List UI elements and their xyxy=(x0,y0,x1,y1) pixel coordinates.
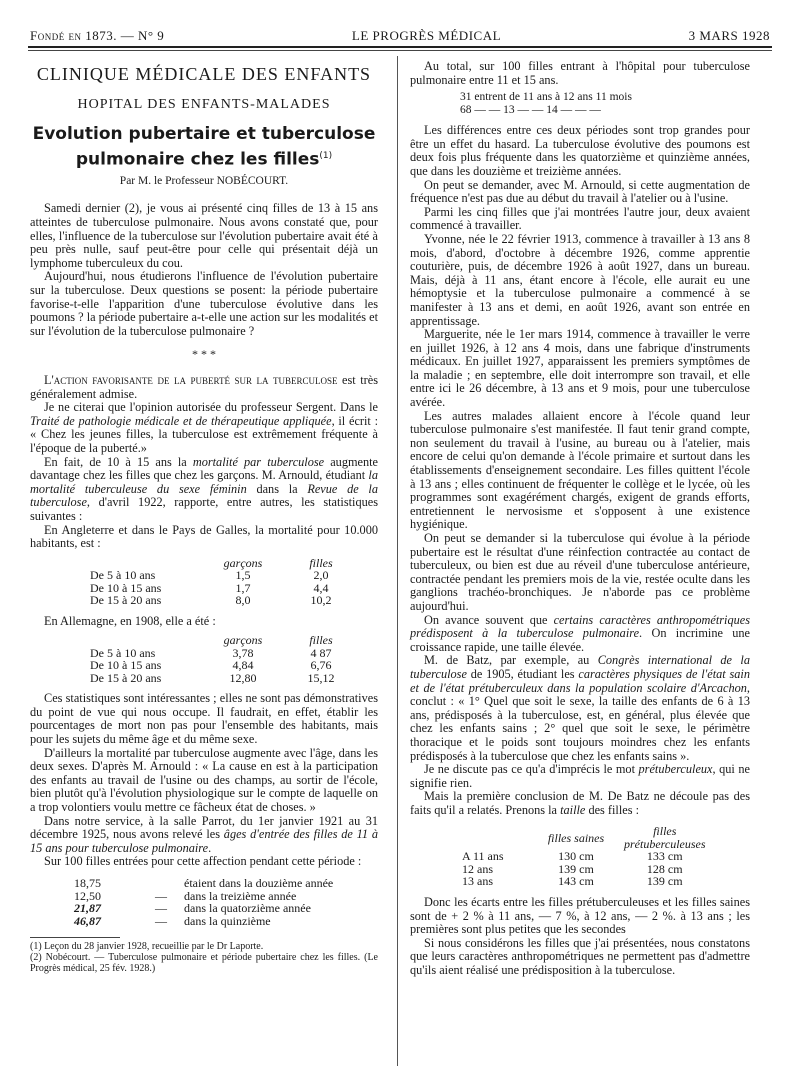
col-header-girls: filles xyxy=(309,555,333,570)
italic-run: prétuberculeux xyxy=(638,762,713,777)
paragraph: D'ailleurs la mortalité par tuberculose augmente avec l'âge, dans les deux sexes. D'après M. Arnould : « La cause en est à la participation des enfants au travail de l'usine ou des champs, au sortir de l'école, bien plutôt qu'à l'évolution physiologique sur le compte de laquelle on a trop volontiers voulu mettre ce fâcheux état de choses. » xyxy=(30,745,378,815)
rate-label: dans la treizième année xyxy=(184,888,297,903)
paragraph: Donc les écarts entre les filles prétuberculeuses et les filles saines sont de + 2 % à 11 ans, — 7 %, à 12 ans, — 2 %. à 13 ans ; les premières sont plus petites que les secondes xyxy=(410,894,750,937)
paragraph: Ces statistiques sont intéressantes ; elles ne sont pas démonstratives du point de vue qui nous occupe. Il faudrait, en effet, établir les pourcentages de mort non pas pour l'ensemble des habitants, mais pour les sujets du même âge et du même sexe. xyxy=(30,691,378,747)
journal-name: LE PROGRÈS MÉDICAL xyxy=(351,28,502,43)
lead-in: L'action favorisante de la puberté sur la tuberculose xyxy=(44,372,338,387)
admission-line: 68 — — 13 — — 14 — — — xyxy=(460,103,601,116)
paragraph xyxy=(410,790,750,817)
paragraph xyxy=(30,374,378,401)
height-table xyxy=(458,825,710,888)
text-run: Je ne citerai que l'opinion autorisée du professeur Sergent. Dans le xyxy=(44,400,378,415)
rate-label: dans la quinzième xyxy=(184,913,271,928)
table-row xyxy=(86,594,360,607)
paragraph xyxy=(410,614,750,655)
admission-line: 31 entrent de 11 ans à 12 ans 11 mois xyxy=(460,91,632,104)
table-corner xyxy=(86,634,204,647)
table-corner xyxy=(458,825,532,850)
cell-boys: 12,80 xyxy=(229,670,257,685)
rate-value: 21,87 xyxy=(74,901,101,915)
rate-dash: — xyxy=(155,901,167,915)
hospital-name: HOPITAL DES ENFANTS-MALADES xyxy=(77,96,331,112)
cell-boys: 1,5 xyxy=(235,568,251,583)
row-label: De 10 à 15 ans xyxy=(90,658,162,673)
cell-pretubercular: 128 cm xyxy=(646,861,683,876)
paragraph xyxy=(410,654,750,763)
rate-value: 46,87 xyxy=(74,913,101,928)
byline: Par M. le Professeur NOBÉCOURT. xyxy=(119,174,289,187)
row-label: De 15 à 20 ans xyxy=(90,593,162,608)
mortality-table-germany xyxy=(86,634,360,684)
italic-run: la mortalité tuberculeuse du sexe féminin xyxy=(30,468,378,496)
text-run: des filles : xyxy=(585,802,639,817)
paragraph: Sur 100 filles entrées pour cette affection pendant cette période : xyxy=(44,854,362,869)
section-title: CLINIQUE MÉDICALE DES ENFANTS xyxy=(36,64,372,84)
italic-run: âges d'entrée des filles de 11 à 15 ans pour tuberculose pulmonaire xyxy=(30,827,378,855)
cell-girls: 10,2 xyxy=(310,593,332,608)
footnote: (1) Leçon du 28 janvier 1928, recueillie par le Dr Laporte. xyxy=(30,941,264,952)
left-column xyxy=(30,60,378,974)
text-run: . On incrimine une croissance rapide, une taille élevée. xyxy=(410,626,751,654)
cell-boys: 8,0 xyxy=(235,593,251,608)
cell-boys: 1,7 xyxy=(235,580,251,595)
cell-pretubercular: 133 cm xyxy=(646,849,683,864)
italic-run: caractères physiques de l'état sain et de l'état prétuberculeux dans la population scolaire d'Arcachon xyxy=(410,666,750,695)
text-run: En fait, de 10 à 15 ans la xyxy=(44,454,193,469)
paragraph: Au total, sur 100 filles entrant à l'hôpital pour tuberculose pulmonaire entre 11 et 15 ans. xyxy=(410,59,750,87)
paragraph: Aujourd'hui, nous étudierons l'influence de l'évolution pubertaire sur la tuberculose. Deux questions se posent: la période pubertaire favorise-t-elle l'apparition d'une tuberculose évolutive dans les poumons ? la période pubertaire a-t-elle une action sur les modalités et sur l'évolution de la tuberculose pulmonaire ? xyxy=(30,269,378,338)
paragraph xyxy=(410,763,750,790)
text-run: est très généralement admise. xyxy=(30,372,378,401)
issue-date: 3 MARS 1928 xyxy=(688,28,770,43)
col-header-girls: filles xyxy=(309,633,333,648)
table-row xyxy=(86,569,360,582)
table-row xyxy=(86,672,360,685)
cell-boys: 4,84 xyxy=(232,658,254,673)
cell-boys: 3,78 xyxy=(232,645,254,660)
row-label: 13 ans xyxy=(462,874,493,889)
paragraph xyxy=(30,401,378,455)
text-run: de 1905, étudiant les xyxy=(466,666,579,681)
book-title: Traité de pathologie médicale et de thérapeutique appliquée xyxy=(30,413,332,428)
rate-dash: — xyxy=(155,888,167,903)
text-run: Mais la première conclusion de M. De Batz ne découle pas des faits qu'il a relatés. Prenons la xyxy=(410,789,750,817)
text-run: Dans notre service, à la salle Parrot, du 1er janvier 1921 au 31 décembre 1925, nous avons relevé les xyxy=(30,813,378,842)
footnote: (2) Nobécourt. — Tuberculose pulmonaire et période pubertaire chez les filles. (Le Progrès médical, 25 fév. 1928.) xyxy=(30,952,378,974)
text-run: dans la xyxy=(246,481,308,496)
cell-healthy: 143 cm xyxy=(558,874,594,889)
mortality-table-england xyxy=(86,557,360,607)
paragraph xyxy=(30,456,378,524)
col-header-pretubercular: filles prétuberculeuses xyxy=(624,824,706,851)
cell-girls: 4 87 xyxy=(310,645,332,660)
cell-healthy: 130 cm xyxy=(558,849,594,864)
table-row xyxy=(458,875,710,888)
row-label: De 5 à 10 ans xyxy=(90,645,156,660)
table-row xyxy=(70,915,337,928)
journal-title: Revue de la tuberculose xyxy=(30,481,378,510)
paragraph: Marguerite, née le 1er mars 1914, commence à travailler le verre en juillet 1926, à 12 ans 4 mois, dans une fabrique d'instruments médicaux. En juillet 1927, apparaissent les premiers symptômes de la maladie ; en septembre, elle doit interrompre son travail, et elle entre ici le 26 décembre, à 13 ans et 9 mois, pour une tuberculose avérée. xyxy=(410,327,750,410)
founding-issue: Fondé en 1873. — N° 9 xyxy=(30,28,165,43)
text-run: , il écrit : « Chez les jeunes filles, la tuberculose est extrêmement fréquente à l'époque de la puberté.» xyxy=(30,413,379,455)
text-run: Je ne discute pas ce qu'a d'imprécis le mot xyxy=(424,762,639,777)
text-run: , qui ne signifie rien. xyxy=(410,762,750,790)
rate-label: dans la quatorzième année xyxy=(184,901,311,915)
paragraph: Les différences entre ces deux périodes sont trop grandes pour être un effet du hasard. La tuberculose évolutive des poumons est deux fois plus fréquente dans les quatorzième et quinzième années, que dans les douzième et treizième années. xyxy=(410,123,750,178)
text-run: augmente davantage chez les filles que chez les garçons. M. Arnould, étudiant xyxy=(30,454,379,483)
paragraph: On peut se demander si la tuberculose qui évolue à la période pubertaire est le résultat d'une réinfection contractée au contact de tuberculeux, ou bien est due au réveil d'une tuberculose antérieure, contractée pendant les premiers mois de la vie, restée oculte dans les ganglions trachéo-bronchiques. Je n'aborde pas ce problème aujourd'hui. xyxy=(410,531,750,613)
cell-girls: 15,12 xyxy=(307,670,335,685)
title-footnote-mark: (1) xyxy=(319,151,333,162)
row-label: 12 ans xyxy=(462,861,493,876)
row-label: A 11 ans xyxy=(462,849,504,864)
cell-healthy: 139 cm xyxy=(558,861,594,876)
page-header xyxy=(30,24,770,44)
rate-dash: — xyxy=(155,913,167,928)
admission-summary xyxy=(460,91,750,116)
text-run: M. de Batz, par exemple, au xyxy=(424,653,598,668)
text-run: On avance souvent que xyxy=(424,612,554,627)
table-row xyxy=(70,902,337,915)
article-title-line-2: pulmonaire chez les filles xyxy=(75,149,320,170)
italic-run: taille xyxy=(560,802,586,817)
cell-girls: 4,4 xyxy=(313,580,329,595)
header-rule-thin xyxy=(28,50,772,51)
right-column xyxy=(410,60,750,978)
italic-run: Congrès international de la tuberculose xyxy=(410,653,750,681)
italic-run: certains caractères anthropométriques prédisposent à la tuberculose pulmonaire xyxy=(410,612,750,641)
footnote-rule xyxy=(30,937,120,938)
column-divider xyxy=(397,56,398,1066)
text-run: , conclut : « 1° Quel que soit le sexe, la taille des enfants de 6 à 13 ans, prédisposés à la tuberculose, est, en général, plus élevée que chez les enfants sains ; 2° quel que soit le sexe, le périmètre thoracique et le poids sont toujours moindres chez les enfants prédisposés à la tuberculose que chez les enfants sains ». xyxy=(410,680,750,763)
rate-dash xyxy=(142,877,180,890)
cell-girls: 2,0 xyxy=(313,568,329,583)
row-label: De 15 à 20 ans xyxy=(90,670,162,685)
article-title-line-1: Evolution pubertaire et tuberculose xyxy=(32,124,376,145)
text-run: , d'avril 1922, rapporte, entre autres, les statistiques suivantes : xyxy=(30,495,378,523)
paragraph: En Angleterre et dans le Pays de Galles, la mortalité pour 10.000 habitants, est : xyxy=(30,522,378,551)
paragraph: Samedi dernier (2), je vous ai présenté cinq filles de 13 à 15 ans atteintes de tuberculose pulmonaire. Nous avons constaté que, pour elles, l'influence de la tuberculose sur l'évolution pubertaire avait été à peu près nulle, sauf peut-être pour celle qui présentait déjà un lymphome tuberculeux du cou. xyxy=(30,201,378,270)
paragraph: En Allemagne, en 1908, elle a été : xyxy=(44,613,216,628)
table-row xyxy=(70,877,337,890)
paragraph: Parmi les cinq filles que j'ai montrées l'autre jour, deux avaient commencé à travailler. xyxy=(410,204,750,233)
header-rule xyxy=(28,46,772,48)
rate-value: 18,75 xyxy=(74,876,101,890)
row-label: De 5 à 10 ans xyxy=(90,568,156,583)
cell-girls: 6,76 xyxy=(310,658,332,673)
col-header-boys: garçons xyxy=(223,633,263,648)
table-row xyxy=(86,659,360,672)
paragraph: Yvonne, née le 22 février 1913, commence à travailler à 13 ans 8 mois, d'abord, d'octobre à décembre 1926, comme apprentie couturière, puis, de décembre 1926 à août 1927, dans un bureau. Mais, déjà à 11 ans, étant encore à l'école, elle aurait eu une hémoptysie et la tuberculose pulmonaire a commencé à se manifester à 13 ans et demi, en août 1926, avant son entrée en apprentissage. xyxy=(410,231,750,328)
cell-pretubercular: 139 cm xyxy=(646,874,683,889)
section-asterism: * * * xyxy=(192,347,216,362)
paragraph xyxy=(30,815,378,856)
paragraph: Si nous considérons les filles que j'ai présentées, nous constatons que leurs caractères anthropométriques ne permettent pas d'admettre qu'ils aient réalisé une prédisposition à la tuberculose. xyxy=(410,935,750,977)
row-label: De 10 à 15 ans xyxy=(90,580,162,595)
paragraph: Les autres malades allaient encore à l'école quand leur tuberculose pulmonaire s'est manifestée. Il faut tenir grand compte, non seulement du travail à l'usine, au bureau ou à l'atelier, mais encore de celui qu'on demande à l'école primaire et surtout dans les établissements d'enseignement secondaire. Les filles quittent l'école à 13 ans ; elles continuent de fréquenter le collège et le lycée, où les programmes sont exagérément chargés, exigent de grands efforts, entretiennent le nervosisme et s'opposent à une existence hygiénique. xyxy=(410,408,750,532)
col-header-healthy: filles saines xyxy=(547,830,605,845)
article-title xyxy=(30,123,378,171)
rate-label: étaient dans la douzième année xyxy=(184,876,334,890)
rate-value: 12,50 xyxy=(74,888,101,903)
col-header-boys: garçons xyxy=(223,555,263,570)
admission-rates-table xyxy=(70,877,337,927)
paragraph: On peut se demander, avec M. Arnould, si cette augmentation de fréquence n'est pas due au début du travail à l'atelier ou à l'usine. xyxy=(410,177,750,206)
text-run: . xyxy=(208,840,212,855)
italic-run: mortalité par tuberculose xyxy=(192,454,325,469)
